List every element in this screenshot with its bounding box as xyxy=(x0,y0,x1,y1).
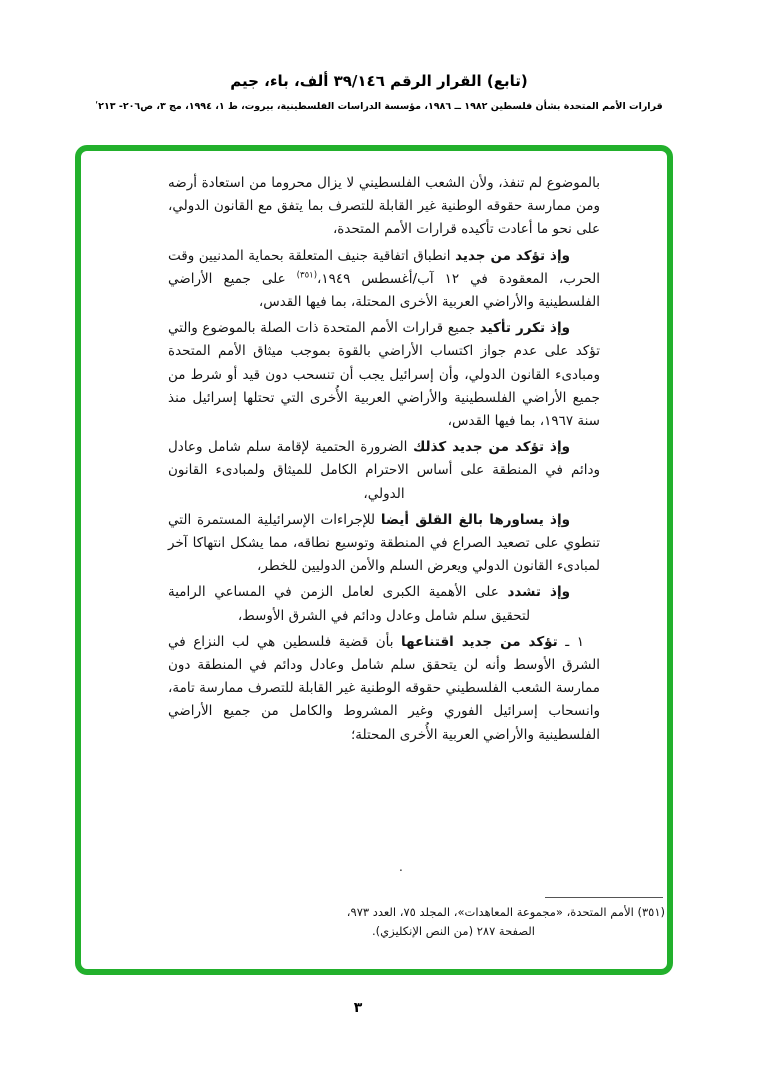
footnote-line-1: (٣٥١) الأمم المتحدة، «مجموعة المعاهدات»، المجلد ٧٥، العدد ٩٧٣، xyxy=(346,905,665,919)
paragraph-lead: وإذ يساورها بالغ القلق أيضا xyxy=(380,511,570,528)
paragraph-lead: وإذ تكرر تأكيد xyxy=(479,320,570,337)
footnote-351 xyxy=(293,903,665,941)
paragraph-body: جميع قرارات الأمم المتحدة ذات الصلة بالموضوع والتي تؤكد على عدم جواز اكتساب الأراضي بالقوة بموجب ميثاق الأمم المتحدة ومبادىء القانون الدولي، وأن إسرائيل يجب أن تنسحب دون قيد أو شرط من جميع الأراضي الفلسطينية والأراضي العربية الأُخرى التي تحتلها إسرائيل منذ سنة ١٩٦٧، بما فيها القدس، xyxy=(168,320,600,430)
paragraph-reiterating-resolutions xyxy=(168,317,600,433)
paragraph-body: الضرورة الحتمية لإقامة سلم شامل وعادل ودائم في المنطقة على أساس الاحترام الكامل للميثاق ولمبادىء القانون الدولي، xyxy=(168,439,600,502)
paragraph-reaffirming-geneva xyxy=(168,245,600,315)
footnote-reference: (٣٥١) xyxy=(296,270,318,281)
paragraph-number: ١ ـ xyxy=(557,633,584,650)
paragraph-body: بأن قضية فلسطين هي لب النزاع في الشرق الأوسط وأنه لن يتحقق سلم شامل وعادل ودائم في المنطقة دون ممارسة الشعب الفلسطيني حقوقه الوطنية غير القابلة للتصرف ممارسة تامة، وانسحاب إسرائيل الفوري وغير المشروط والكامل من جميع الأراضي الفلسطينية والأراضي العربية الأُخرى المحتلة؛ xyxy=(168,633,600,743)
paragraph-lead: وإذ تؤكد من جديد xyxy=(455,247,570,264)
paragraph-time-factor xyxy=(168,581,600,627)
paragraph-body: للإجراءات الإسرائيلية المستمرة التي تنطوي على تصعيد الصراع في المنطقة وتوسيع نطاقه، مما يشكل انتهاكا آخر لمبادىء القانون الدولي ويعرض السلم والأمن الدوليين للخطر، xyxy=(168,511,600,575)
paragraph-body: على جميع الأراضي الفلسطينية والأراضي العربية الأخرى المحتلة، بما فيها القدس، xyxy=(168,270,600,311)
resolution-body-text xyxy=(168,172,600,750)
operative-paragraph-1 xyxy=(168,631,600,747)
paragraph-body: انطباق اتفاقية جنيف المتعلقة بحماية المدنيين وقت الحرب، المعقودة في ١٢ آب/أغسطس ١٩٤٩، xyxy=(168,247,600,287)
paragraph-lead: وإذ تشدد xyxy=(507,584,570,601)
paragraph-body: بالموضوع لم تنفذ، ولأن الشعب الفلسطيني لا يزال محروما من استعادة أرضه ومن ممارسة حقوقه الوطنية غير القابلة للتصرف بما يتفق مع القانون الدولي، على نحو ما أعادت تأكيده قرارات الأمم المتحدة، xyxy=(168,175,600,238)
paragraph-reaffirming-peace xyxy=(168,436,600,506)
source-citation: قرارات الأمم المتحدة بشأن فلسطين ١٩٨٢ ــ ١٩٨٦، مؤسسة الدراسات الفلسطينية، بيروت، ط ١، ١٩٩٤، مج ٣، ص٢٠٦- ٢١٣ʹ xyxy=(95,101,663,112)
paragraph-concern-actions xyxy=(168,509,600,579)
paragraph-lead: وإذ تؤكد من جديد كذلك xyxy=(412,439,570,456)
footnote-line-2: الصفحة ٢٨٧ (من النص الإنكليزي). xyxy=(372,924,535,938)
paragraph-continuation xyxy=(168,172,600,242)
paragraph-body: على الأهمية الكبرى لعامل الزمن في المساعي الرامية لتحقيق سلم شامل وعادل ودائم في الشرق الأوسط، xyxy=(168,584,531,624)
paragraph-lead: تؤكد من جديد اقتناعها xyxy=(401,633,558,650)
resolution-title: (تابع) القرار الرقم ٣٩/١٤٦ ألف، باء، جيم xyxy=(230,72,528,90)
stray-ink-mark: . xyxy=(399,860,403,874)
footnote-separator-line xyxy=(545,897,663,898)
page-number: ٣ xyxy=(353,1000,363,1016)
